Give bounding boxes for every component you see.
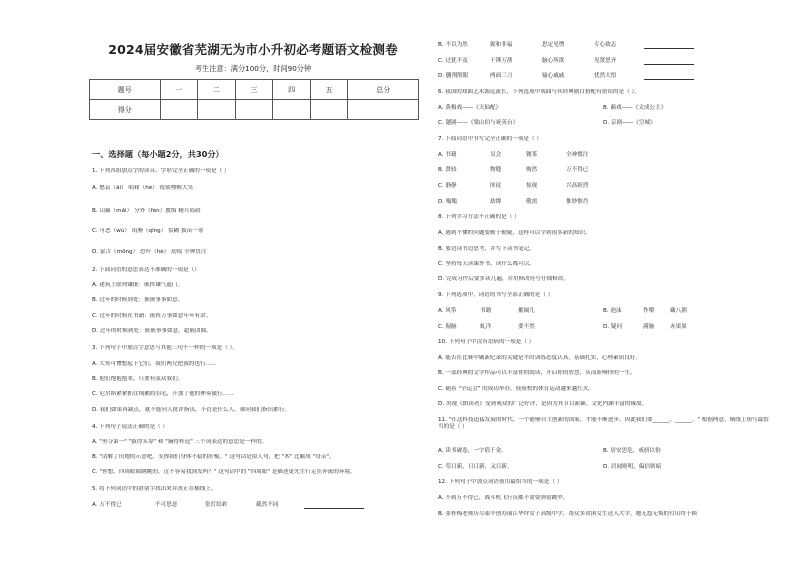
question-line: 1. 下列各组加点字的读音、字形完全正确的一项是（ ） [92,168,230,174]
question-line: 5. 将下列词语中的错别字找出来并改正在横线上。 [92,486,217,492]
option-line: B. 一部经典的文学作品可以丰富你的阅读，开启你的智慧，从而影响你的一生。 [438,370,636,376]
score-cell[interactable] [273,100,311,120]
q5-option: B. 不以为然 [438,42,468,48]
score-table-header-row [90,80,419,100]
q6-option: B. 蔺戏——《文成公主》 [603,105,667,111]
left-column [84,0,422,562]
score-cell[interactable] [235,100,273,120]
q5-option: 脑心所欲 [542,58,565,64]
question-line: 8. 下列学习方法不正确的是（ ） [438,214,520,220]
q5-option: 截然不同 [256,502,279,508]
q7-word: 匪徒 [490,183,502,189]
q9-word: 摧阔儿 [518,308,535,314]
q5-option: 张灯结彩 [205,502,228,508]
question-line: 12. 下列句子中加点词语使用最恰当的一项是（ ） [438,479,563,485]
q6-option: D. 京剧——《空城》 [603,120,656,126]
question-line: 9. 下列选项中，词语的书写全部正确的是（ ） [438,292,554,298]
q6-option: A. 黄梅戏——《天仙配》 [438,105,502,111]
q9-option: D. 疑问 [603,324,623,330]
option-line: D. 蒙古（mōng） 恐吓（hè） 劫绥 全神贯注 [92,249,207,255]
q5-option: 两面三刀 [490,73,513,79]
q5-option: 专心致志 [594,42,617,48]
option-line: B. "清解了田地的示意吧，支撑我们身体不稳的肝棍。" 这句话是拟人句，把 "木" 比喻成 "母亲"。 [92,454,335,460]
q5-option: 忧然大悟 [594,73,617,79]
q7-option: C. 静静 [438,183,457,189]
q7-option: B. 贤较 [438,167,457,173]
answer-blank[interactable] [644,42,694,52]
exam-title: 2024届安徽省芜湖无为市小升初必考题语文检测卷 [108,42,398,57]
q7-word: 敬需 [526,199,538,205]
score-table-score-row [90,100,419,120]
option-line: C. 随着 "全运会" 的成功举办，使我校的体育运动越来越红火。 [438,386,595,392]
question-line: 7. 下面词语中书写完全正确的一项是（ ） [438,136,542,142]
option-line: A. 憨哀（āi） 唱和（hè） 锐锁嘿喉大笑 [92,185,194,191]
score-header-cell: 三 [235,80,273,100]
exam-notice: 考生注意：满分100分，时间90分钟 [194,64,312,73]
q9-option: C. 倔脑 [438,324,457,330]
option-line: B. 过年的时候到处：嵌嵌事事如意。 [92,297,184,303]
q7-option: A. 书籍 [438,152,457,158]
option-line: B. 张桂梅老师历尽艰辛创办丽江华坪女子高级中学，帮众多贫困女生送入大学，她无怨无悔的付出终于换 [438,511,698,517]
q11-option: C. 苟日新，日日新，又日新。 [438,464,513,470]
q5-option: 输心戚戚 [542,73,565,79]
score-table [89,79,419,120]
q5-option: A. 万不得已 [92,502,122,508]
q11-option: B. 居安思危，戒骄以怡 [603,448,661,454]
option-line: D. 完成习作后要多读几遍，并用修改符号仔细修改。 [438,276,569,282]
q7-word: 惟妙惟肖 [566,199,589,205]
answer-blank[interactable] [644,58,694,68]
q9-word: 赤果果 [670,324,687,330]
q5-option: 千锤万凿 [490,58,513,64]
score-header-cell: 四 [273,80,311,100]
question-line: 2. 下面词语的意思表达不准确的一项是（） [92,267,200,273]
q9-word: 作喂 [643,308,655,314]
q9-word: 虬洋 [480,324,492,330]
answer-blank[interactable] [644,73,694,83]
option-line: A. 不到万不得已，战斗机飞行员都不需要弹射跳伞。 [438,495,569,501]
option-line: A. 遇到不懂的问题要勤于勤疑，这样可以学到很多新的知识。 [438,230,591,236]
option-line: A. 大哥可惨想起下它们，我们两兄把我的也行…… [92,361,217,367]
q5-option: 源和非福 [490,42,513,48]
q7-word: 劫绑 [490,199,502,205]
q7-word: 兴高彩烈 [566,183,589,189]
section-title: 一、选择题（每小题2分，共30分） [92,149,224,159]
q6-option: C. 越剧——《梁山伯与祝英台》 [438,120,519,126]
score-header-cell: 一 [160,80,198,100]
q9-word: 要不然 [518,324,535,330]
question-line: 11. "在这科技迅猛发展的时代，一个能够自主创新的国家，才能不断进步。因此我们要______，______。" 根据两意，横线上填写最恰当的是（ ） [438,417,769,430]
option-line: D. 过年的时候到处：嵌嵌事事如意，超嵌团圆。 [92,328,212,334]
q7-word: 惊视 [526,183,538,189]
score-cell[interactable] [198,100,236,120]
score-cell[interactable] [160,100,198,120]
option-line: B. 他们饱抱抱来，只要有弦众我们。 [92,376,184,382]
right-column [430,0,770,562]
q9-word: 藏八粥 [670,308,687,314]
option-line: C. 过年的时候在书籍：嵌挥万事如意年年有余。 [92,313,212,319]
option-line: C. 坚持每天读课外书，读什么都可以。 [438,261,535,267]
q7-option: D. 嗡嗡 [438,199,458,205]
q7-word: 全神惯注 [566,152,589,158]
q9-option: A. 风筝 [438,308,457,314]
option-line: B. 要边读书边思考，并写下读书笔记。 [438,246,535,252]
option-line: C. "你想，四周眼睛眺眺的，近不容易找到发吗？" 这句话中的 "四周眼" 是描述更先生行走在奔流的环境。 [92,469,356,475]
q11-option: D. 居闻则明，偏信则暗 [603,464,662,470]
option-line: D. 我们如果再缺点，就不能向人批评指出，不管是什么人，谁向我们指出都行。 [92,407,291,413]
q7-word: 物缝 [490,167,502,173]
option-line: A. "勇夺第一" "拔得头筹" 和 "摘得桂冠" 三个词表达的意思是一样的。 [92,439,268,445]
question-line: 6. 我国的戏曲艺术源远流长，下列选项中戏曲与其经典剧目搭配有错误的是（ ）。 [438,89,640,95]
option-line: A. 建筑上联列镶嵌：嵌挥镶气遥门。 [92,282,184,288]
score-cell[interactable] [310,100,348,120]
option-line: C. 可恶（wù） 绢膊（qīng） 浆糊 拔苗一筹 [92,228,204,234]
q5-option: 思定见愣 [542,42,565,48]
q11-option: A. 读书破卷，一字值千金。 [438,448,507,454]
q7-word: 购然 [526,167,538,173]
answer-blank[interactable] [304,502,364,512]
q9-word: 书籍 [480,308,492,314]
option-line: D. 央视《朗读者》受到观众的广泛好评，是因为其节目新颖、文化内涵丰富的缘故。 [438,401,648,407]
score-header-cell: 二 [198,80,236,100]
q7-word: 吴会 [490,152,502,158]
score-row-label: 得分 [90,100,161,120]
q5-option: D. 删削削眼 [438,73,469,79]
q9-word: 满脑 [643,324,655,330]
option-line: B. 山籁（mǎi） 分外（fèn）教悔 精兵简政 [92,208,201,214]
option-line: A. 能否在比赛中刷新纪录的关键是平时训练态度认真，基础扎实，心理素质良好。 [438,355,642,361]
option-line: C. 尼尔斯紧紧抓住绒鹅的羽毛，升加了他的伸奏旅行…… [92,391,234,397]
q9-option: B. 池沫 [603,308,622,314]
q5-option: 不可思意 [155,502,178,508]
q5-option: 见贤思齐 [594,58,617,64]
score-header-cell: 总分 [348,80,419,100]
q7-word: 万不得已 [566,167,589,173]
q7-word: 镀茶 [526,152,538,158]
score-header-cell: 题号 [90,80,161,100]
question-line: 3. 下列句子中加点字意思与其他三句不一样的一项是（ ）。 [92,345,238,351]
score-cell[interactable] [348,100,419,120]
question-line: 4. 下列句子说法正确的是（ ） [92,424,169,430]
q5-option: C. 过犹不及 [438,58,468,64]
question-line: 10. 下列句子中没有语病的一项是（ ） [438,339,535,345]
score-header-cell: 五 [310,80,348,100]
